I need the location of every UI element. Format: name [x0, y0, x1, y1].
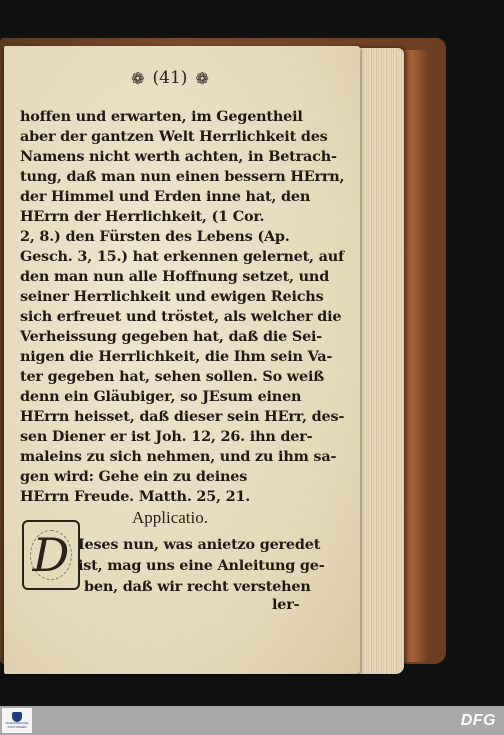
- text-line: HErrn heisset, daß dieser sein HErr, des-: [20, 408, 345, 425]
- text-line: sen Diener er ist Joh. 12, 26. ihn der-: [20, 428, 313, 445]
- text-line: Ieses nun, was anietzo geredet: [78, 536, 321, 553]
- text-line: Namens nicht werth achten, in Betrach-: [20, 148, 337, 165]
- cover-edge: [400, 50, 430, 662]
- text-line: hoffen und erwarten, im Gegentheil: [20, 108, 303, 125]
- logo-text: FRANCKESCHE STIFTUNGEN: [5, 721, 29, 729]
- institution-logo[interactable]: [2, 708, 32, 733]
- text-line: den man nun alle Hoffnung setzet, und: [20, 268, 330, 285]
- initial-letter: D: [32, 528, 70, 582]
- text-line: aber der gantzen Welt Herrlichkeit des: [20, 128, 328, 145]
- dfg-logo[interactable]: DFG: [460, 712, 496, 729]
- text-line: nigen die Herrlichkeit, die Ihm sein Va-: [20, 348, 333, 365]
- text-line: denn ein Gläubiger, so JEsum einen: [20, 388, 302, 405]
- text-line: ter gegeben hat, sehen sollen. So weiß: [20, 368, 324, 385]
- text-line: maleins zu sich nehmen, und zu ihm sa-: [20, 448, 337, 465]
- text-line: HErrn der Herrlichkeit, (1 Cor.: [20, 208, 265, 225]
- page-number-header: [110, 66, 230, 90]
- text-line: tung, daß man nun einen bessern HErrn,: [20, 168, 345, 185]
- viewer-footer: [0, 706, 504, 735]
- text-line: sich erfreuet und tröstet, als welcher die: [20, 308, 342, 325]
- text-line: 2, 8.) den Fürsten des Lebens (Ap.: [20, 228, 290, 245]
- text-line: seiner Herrlichkeit und ewigen Reichs: [20, 288, 324, 305]
- text-line: der Himmel und Erden inne hat, den: [20, 188, 311, 205]
- page-number: (41): [152, 68, 188, 88]
- ornament-right-icon: ❁: [195, 68, 209, 88]
- text-line: Verheissung gegeben hat, daß die Sei-: [20, 328, 323, 345]
- catchword: ler-: [272, 596, 300, 613]
- decorated-initial: [22, 520, 80, 590]
- text-line: Gesch. 3, 15.) hat erkennen gelernet, auf: [20, 248, 345, 265]
- text-line: gen wird: Gehe ein zu deines: [20, 468, 248, 485]
- text-line: ben, daß wir recht verstehen: [84, 578, 311, 595]
- ornament-left-icon: ❁: [131, 68, 145, 88]
- section-heading: Applicatio.: [131, 508, 208, 527]
- text-line: ist, mag uns eine Anleitung ge-: [78, 557, 325, 574]
- text-line: HErrn Freude. Matth. 25, 21.: [20, 488, 251, 505]
